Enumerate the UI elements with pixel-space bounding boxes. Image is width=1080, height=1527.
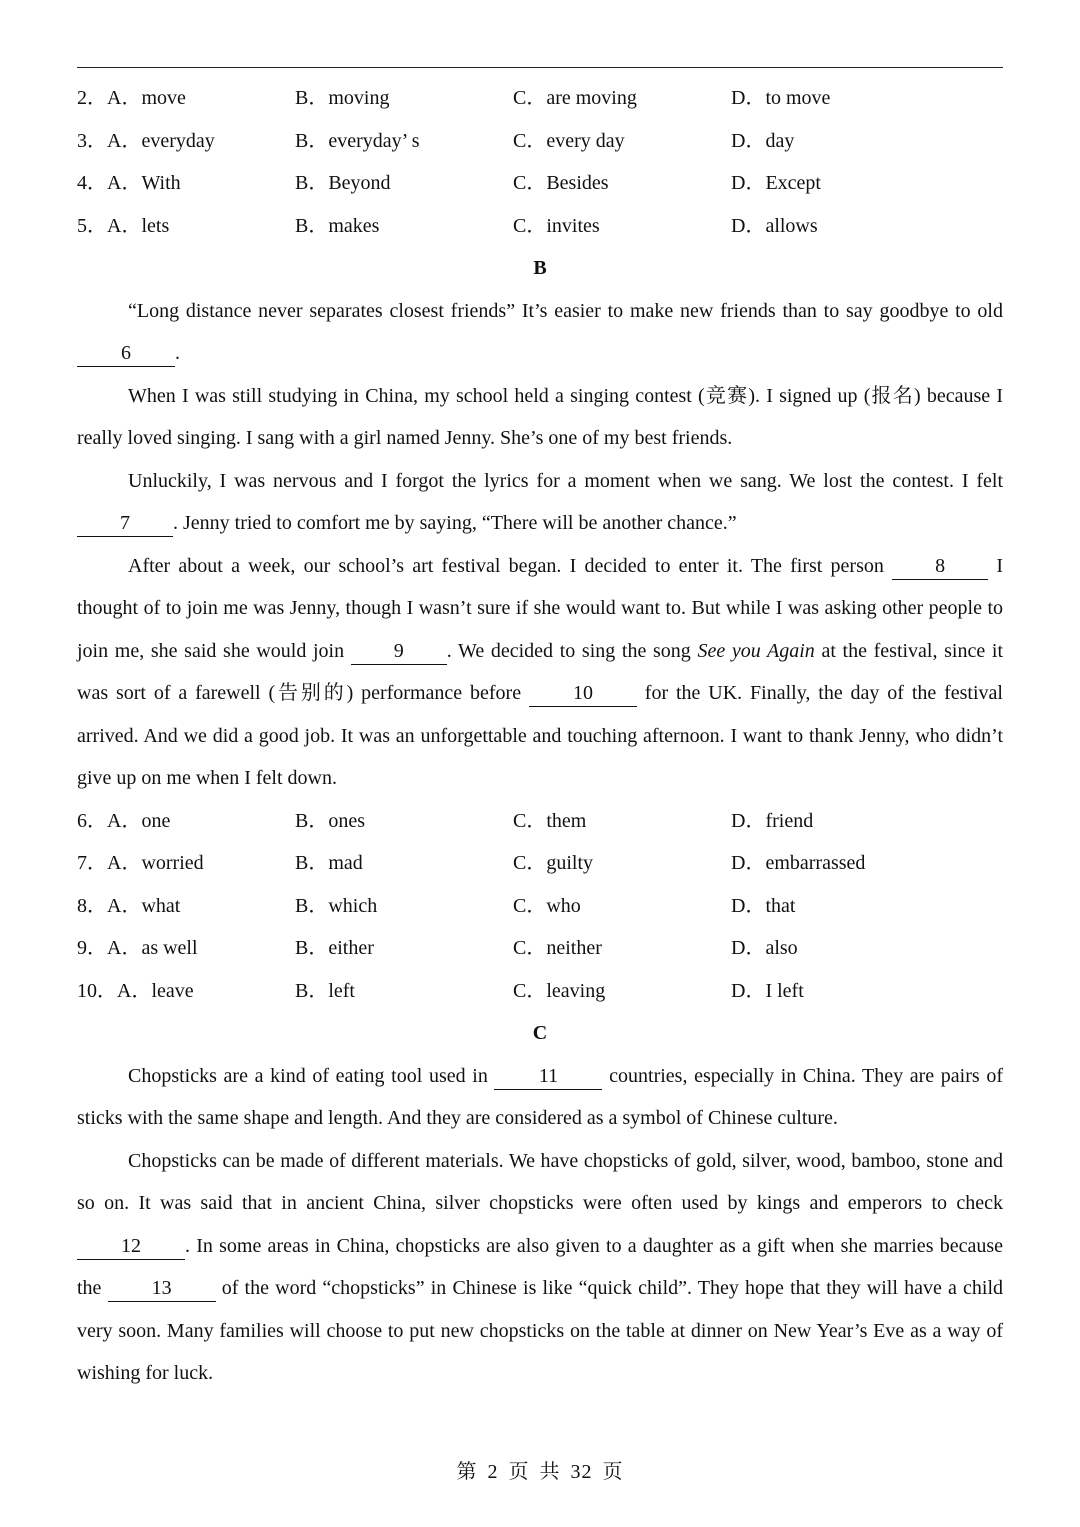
option-d: D．also <box>731 937 798 959</box>
question-7-options <box>77 842 1003 885</box>
options-group-1 <box>77 77 1003 247</box>
section-b-paragraph-3: Unluckily, I was nervous and I forgot the lyrics for a moment when we sang. We lost the contest. I felt 7 . Jenny tried to comfort me by saying, “There will be another chance.” <box>77 460 1003 545</box>
question-6-options <box>77 800 1003 843</box>
blank-6[interactable]: 6 <box>77 340 175 367</box>
option-b: B．mad <box>295 852 363 874</box>
option-d: D．Except <box>731 172 821 194</box>
blank-8[interactable]: 8 <box>892 553 988 580</box>
question-10-options <box>77 970 1003 1013</box>
option-b: B．moving <box>295 87 390 109</box>
option-d: D．friend <box>731 809 814 832</box>
option-b: B．makes <box>295 214 380 237</box>
option-a: 4．A．With <box>77 172 181 194</box>
page-number-footer: 第 2 页 共 32 页 <box>456 1461 624 1483</box>
option-b: B．everyday’ s <box>295 129 420 152</box>
song-title: See you Again <box>697 639 815 662</box>
option-b: B．which <box>295 894 378 917</box>
option-a: 3．A．everyday <box>77 129 215 152</box>
question-9-options <box>77 927 1003 970</box>
option-d: D．allows <box>731 214 818 237</box>
question-3-options <box>77 120 1003 163</box>
options-group-2 <box>77 800 1003 1013</box>
section-b-heading: B <box>533 257 547 279</box>
option-d: D．to move <box>731 87 831 109</box>
option-c: C．invites <box>513 214 600 237</box>
header-rule <box>77 67 1003 68</box>
section-b-paragraph-1: “Long distance never separates closest friends” It’s easier to make new friends than to say goodbye to old 6 . <box>77 290 1003 375</box>
option-d: D．that <box>731 894 796 917</box>
option-a: 9．A．as well <box>77 937 198 959</box>
option-c: C．are moving <box>513 87 637 109</box>
option-d: D．embarrassed <box>731 852 866 874</box>
option-b: B．either <box>295 937 374 959</box>
page-content <box>77 77 1003 1395</box>
blank-10[interactable]: 10 <box>529 680 637 707</box>
section-c-heading: C <box>532 1022 548 1044</box>
option-a: 5．A．lets <box>77 214 170 237</box>
question-4-options <box>77 162 1003 205</box>
option-d: D．I left <box>731 979 804 1002</box>
option-c: C．Besides <box>513 172 609 194</box>
option-a: 7．A．worried <box>77 852 204 874</box>
blank-12[interactable]: 12 <box>77 1233 185 1260</box>
blank-11[interactable]: 11 <box>494 1063 602 1090</box>
option-a: 6．A．one <box>77 809 171 832</box>
section-b-paragraph-4: After about a week, our school’s art festival began. I decided to enter it. The first person 8 I thought of to join me was Jenny, though I wasn’t sure if she would want to. But while I was asking other people to join me, she said she would join 9 . We decided to sing the song See you Again at the festival, since it was sort of a farewell (告别的) performance before 10 for the UK. Finally, the day of the festival arrived. And we did a good job. It was an unforgettable and touching afternoon. I want to thank Jenny, who didn’t give up on me when I felt down. <box>77 554 1004 789</box>
question-8-options <box>77 885 1003 928</box>
question-5-options <box>77 205 1003 248</box>
option-b: B．left <box>295 979 355 1002</box>
question-2-options <box>77 77 1003 120</box>
option-a: 8．A．what <box>77 894 181 917</box>
option-b: B．ones <box>295 809 365 832</box>
option-c: C．who <box>513 894 581 917</box>
section-b-paragraph-2: When I was still studying in China, my school held a singing contest (竞赛). I signed up (报名) because I really loved singing. I sang with a girl named Jenny. She’s one of my best friends. <box>77 384 1003 449</box>
option-a: 10．A．leave <box>77 979 194 1002</box>
section-c-paragraph-1: Chopsticks are a kind of eating tool used in 11 countries, especially in China. They are pairs of sticks with the same shape and length. And they are considered as a symbol of Chinese culture. <box>77 1064 1003 1129</box>
option-c: C．every day <box>513 129 625 152</box>
blank-13[interactable]: 13 <box>108 1275 216 1302</box>
blank-7[interactable]: 7 <box>77 510 173 537</box>
option-c: C．leaving <box>513 979 606 1002</box>
option-c: C．them <box>513 809 587 832</box>
option-d: D．day <box>731 129 795 152</box>
option-c: C．neither <box>513 937 602 959</box>
section-c-paragraph-2: Chopsticks can be made of different materials. We have chopsticks of gold, silver, wood, bamboo, stone and so on. It was said that in ancient China, silver chopsticks were often used by kings and emperors to check 12 . In some areas in China, chopsticks are also given to a daughter as a gift when she marries because the 13 of the word “chopsticks” in Chinese is like “quick child”. They hope that they will have a child very soon. Many families will choose to put new chopsticks on the table at dinner on New Year’s Eve as a way of wishing for luck. <box>77 1149 1003 1384</box>
option-a: 2．A．move <box>77 87 186 109</box>
blank-9[interactable]: 9 <box>351 638 447 665</box>
option-b: B．Beyond <box>295 172 391 194</box>
option-c: C．guilty <box>513 852 594 874</box>
